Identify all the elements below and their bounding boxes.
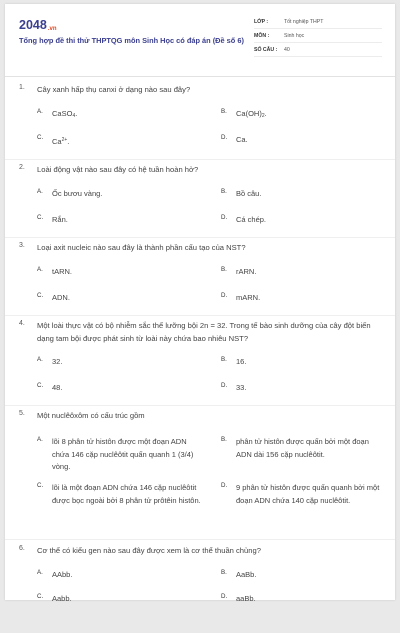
option-text — [236, 214, 386, 227]
option-letter: A. — [37, 266, 43, 273]
option-text — [236, 482, 386, 507]
option-text-part: . — [264, 109, 267, 118]
option-text-part: 48. — [52, 383, 63, 392]
option-letter: D. — [221, 214, 228, 221]
meta-class-value: Tốt nghiệp THPT — [284, 19, 324, 25]
option-text-part: CaSO — [52, 109, 73, 118]
option-letter: A. — [37, 569, 43, 576]
option-text — [236, 436, 386, 461]
option-text-part: aaBb. — [236, 594, 256, 603]
option-text — [236, 593, 386, 606]
option-text-part: 32. — [52, 357, 63, 366]
option-text-part: Ca(OH) — [236, 109, 262, 118]
question-text: Một loài thực vật có bộ nhiễm sắc thể lưỡng bội 2n = 32. Trong tế bào sinh dưỡng của cây đột biến dạng tam bội được phát sinh từ loài này chứa bao nhiêu NST? — [37, 321, 371, 343]
option-letter: C. — [37, 292, 44, 299]
question-text: Loại axit nucleic nào sau đây là thành phần cấu tạo của NST? — [37, 243, 246, 252]
option-letter: A. — [37, 356, 43, 363]
option-text-part: tARN. — [52, 267, 73, 276]
option-text — [236, 569, 386, 582]
question-number: 6. — [19, 545, 25, 552]
option-text-part: mARN. — [236, 293, 261, 302]
option-letter: D. — [221, 593, 228, 600]
option-letter: C. — [37, 134, 44, 141]
question-number: 3. — [19, 242, 25, 249]
option-letter: A. — [37, 436, 43, 443]
question-number: 1. — [19, 84, 25, 91]
subscript: 4 — [72, 113, 76, 119]
question-text: Một nuclêôxôm có cấu trúc gồm — [37, 411, 145, 420]
option-text-part: 33. — [236, 383, 247, 392]
option-text — [236, 108, 386, 123]
option-text-part: Bồ câu. — [236, 189, 262, 198]
option-letter: C. — [37, 593, 44, 600]
option-letter: C. — [37, 482, 44, 489]
option-text-part: Cá chép. — [236, 215, 267, 224]
question-3 — [19, 242, 381, 315]
option-letter: A. — [37, 108, 43, 115]
answer-option-c[interactable] — [37, 593, 207, 633]
option-letter: D. — [221, 482, 228, 489]
site-logo[interactable] — [19, 18, 56, 32]
question-divider — [5, 405, 395, 406]
option-text-part: Ca. — [236, 135, 248, 144]
question-divider — [5, 159, 395, 160]
option-text — [52, 214, 202, 227]
option-text — [52, 482, 202, 507]
option-text-part: Rắn. — [52, 215, 68, 224]
question-text: Loài động vật nào sau đây có hệ tuần hoàn hở? — [37, 165, 199, 174]
option-letter: B. — [221, 188, 227, 195]
option-text — [52, 188, 202, 201]
answer-option-d[interactable] — [221, 593, 391, 633]
option-text-part: ADN. — [52, 293, 70, 302]
option-text — [52, 382, 202, 395]
meta-count-row — [254, 44, 382, 57]
option-text-part: . — [67, 137, 70, 146]
option-text-part: Aabb. — [52, 594, 72, 603]
superscript: 2+ — [61, 137, 68, 143]
option-letter: B. — [221, 436, 227, 443]
option-text-part: Ca — [52, 137, 62, 146]
option-text — [236, 356, 386, 369]
question-4 — [19, 320, 381, 405]
option-text — [52, 108, 202, 123]
document-title: Tổng hợp đề thi thử THPTQG môn Sinh Học có đáp án (Đề số 6) — [19, 36, 244, 45]
question-divider — [5, 315, 395, 316]
meta-count-label: SỐ CÂU : — [254, 47, 278, 53]
option-text — [52, 292, 202, 305]
option-text — [236, 266, 386, 279]
meta-subject-label: MÔN : — [254, 33, 270, 39]
option-text — [52, 569, 202, 582]
question-1 — [19, 84, 381, 159]
question-5 — [19, 410, 381, 539]
option-text — [52, 593, 202, 606]
option-letter: C. — [37, 214, 44, 221]
option-letter: B. — [221, 356, 227, 363]
question-6 — [19, 545, 381, 603]
question-number: 5. — [19, 410, 25, 417]
meta-class-label: LỚP : — [254, 19, 269, 25]
answer-option-a[interactable] — [37, 436, 207, 476]
option-text-part: phân tử histôn được quấn bởi một đoạn ADN dài 156 cặp nuclêôtit. — [236, 437, 369, 459]
option-text — [236, 382, 386, 395]
option-text-part: lõi 8 phân tử histôn được một đoạn ADN chứa 146 cặp nuclêôtit quấn quanh 1 (3/4) vòng. — [52, 437, 194, 471]
option-letter: D. — [221, 134, 228, 141]
option-text — [236, 292, 386, 305]
option-letter: B. — [221, 569, 227, 576]
subscript: 2 — [261, 113, 265, 119]
meta-subject-row — [254, 30, 382, 43]
question-number: 2. — [19, 164, 25, 171]
meta-class-row — [254, 16, 382, 29]
option-text-part: rARN. — [236, 267, 257, 276]
question-text: Cơ thể có kiểu gen nào sau đây được xem là cơ thể thuần chủng? — [37, 546, 261, 555]
answer-option-d[interactable] — [221, 482, 391, 522]
question-text: Cây xanh hấp thụ canxi ở dạng nào sau đây? — [37, 85, 191, 94]
option-text-part: 9 phân tử histôn được quấn quanh bởi một đoạn ADN chứa 140 cặp nuclêôtit. — [236, 483, 380, 505]
option-letter: B. — [221, 266, 227, 273]
option-letter: B. — [221, 108, 227, 115]
option-letter: D. — [221, 292, 228, 299]
exam-header — [5, 4, 395, 77]
answer-option-c[interactable] — [37, 482, 207, 522]
option-text — [236, 188, 386, 201]
option-text-part: 16. — [236, 357, 247, 366]
meta-subject-value: Sinh học — [284, 33, 305, 39]
option-text-part: Ốc bươu vàng. — [52, 189, 103, 198]
option-letter: C. — [37, 382, 44, 389]
option-letter: D. — [221, 382, 228, 389]
question-2 — [19, 164, 381, 237]
option-letter: A. — [37, 188, 43, 195]
question-divider — [5, 237, 395, 238]
option-text — [52, 134, 202, 149]
option-text-part: lõi là một đoạn ADN chứa 146 cặp nuclêôtit được bọc ngoài bởi 8 phân tử prôtêin histôn. — [52, 483, 201, 505]
logo-suffix: .vn — [47, 26, 57, 32]
logo-main: 2048 — [19, 18, 47, 32]
option-text — [52, 356, 202, 369]
option-text — [236, 134, 386, 147]
answer-option-b[interactable] — [221, 436, 391, 476]
option-text-part: AAbb. — [52, 570, 73, 579]
option-text — [52, 436, 202, 474]
meta-count-value: 40 — [284, 47, 290, 53]
exam-page — [5, 4, 395, 603]
option-text — [52, 266, 202, 279]
question-divider — [5, 539, 395, 540]
option-text-part: . — [75, 109, 78, 118]
question-number: 4. — [19, 320, 25, 327]
option-text-part: AaBb. — [236, 570, 257, 579]
